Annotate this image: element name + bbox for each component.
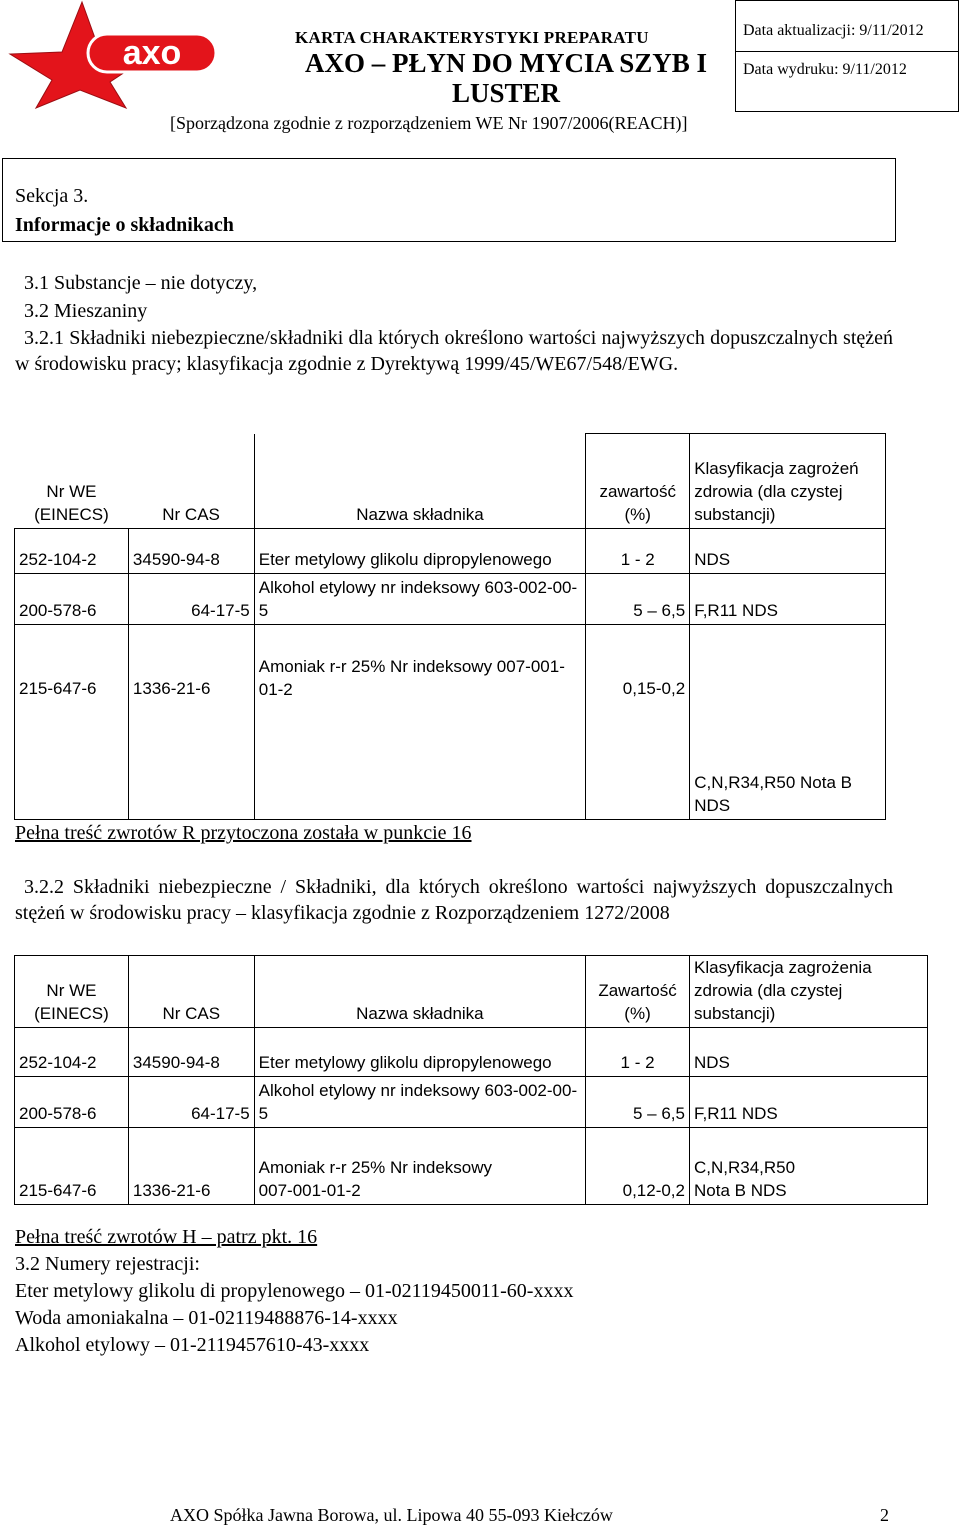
card-title: KARTA CHARAKTERYSTYKI PREPARATU	[295, 28, 649, 47]
cell-class: F,R11 NDS	[690, 1077, 928, 1128]
p-3-2: 3.2 Mieszaniny	[24, 300, 148, 322]
cell-content: 5 – 6,5	[586, 1077, 690, 1128]
cell-content: 0,15-0,2	[586, 624, 690, 819]
cell-content: 5 – 6,5	[586, 573, 690, 624]
cell-cas: 34590-94-8	[128, 1028, 254, 1077]
table-row	[15, 1028, 928, 1077]
product-name: AXO – PŁYN DO MYCIA SZYB I LUSTER	[304, 48, 708, 108]
registration-item: Woda amoniakalna – 01-02119488876-14-xxxx	[15, 1307, 398, 1329]
registration-item: Alkohol etylowy – 01-2119457610-43-xxxx	[15, 1334, 370, 1356]
cell-cas: 64-17-5	[128, 1077, 254, 1128]
registration-item: Eter metylowy glikolu di propylenowego – 01-02119450011-60-xxxx	[15, 1280, 574, 1302]
hdr-content: Zawartość (%)	[586, 956, 690, 1028]
note-r-phrases: Pełna treść zwrotów R przytoczona została w punkcie 16	[15, 822, 472, 844]
cell-cas: 1336-21-6	[128, 1128, 254, 1205]
components-table-2	[14, 955, 928, 1205]
cell-ec: 215-647-6	[15, 624, 129, 819]
cell-ec: 252-104-2	[15, 528, 129, 573]
update-date: Data aktualizacji: 9/11/2012	[743, 22, 924, 39]
print-date: Data wydruku: 9/11/2012	[743, 61, 907, 78]
cell-class: C,N,R34,R50 Nota B NDS	[690, 624, 886, 819]
p-3-1: 3.1 Substancje – nie dotyczy,	[24, 272, 258, 294]
cell-class: C,N,R34,R50 Nota B NDS	[690, 1128, 928, 1205]
hdr-name: Nazwa składnika	[254, 956, 585, 1028]
note-h-phrases: Pełna treść zwrotów H – patrz pkt. 16	[15, 1226, 318, 1248]
p-3-2-2: 3.2.2 Składniki niebezpieczne / Składniki, dla których określono wartości najwyższych dopuszczalnych stężeń w środowisku pracy – klasyfikacja zgodnie z Rozporządzeniem 1272/2008	[15, 876, 893, 924]
hdr-cas: Nr CAS	[128, 434, 254, 529]
registration-title: 3.2 Numery rejestracji:	[15, 1253, 200, 1275]
cell-ec: 200-578-6	[15, 1077, 129, 1128]
dates-cell	[735, 0, 959, 112]
cell-class: F,R11 NDS	[690, 573, 886, 624]
hdr-ec: Nr WE (EINECS)	[15, 956, 129, 1028]
cell-name: Alkohol etylowy nr indeksowy 603-002-00-5	[254, 573, 586, 624]
cell-content: 0,12-0,2	[586, 1128, 690, 1205]
hdr-name: Nazwa składnika	[254, 434, 586, 529]
cell-ec: 252-104-2	[15, 1028, 129, 1077]
hdr-cas: Nr CAS	[128, 956, 254, 1028]
cell-name: Eter metylowy glikolu dipropylenowego	[254, 528, 586, 573]
cell-content: 1 - 2	[586, 528, 690, 573]
cell-cas: 64-17-5	[128, 573, 254, 624]
cell-name: Eter metylowy glikolu dipropylenowego	[254, 1028, 585, 1077]
cell-ec: 215-647-6	[15, 1128, 129, 1205]
cell-name: Amoniak r-r 25% Nr indeksowy 007-001-01-2	[254, 624, 586, 819]
hdr-content: zawartość (%)	[586, 434, 690, 529]
logo-cell	[0, 0, 255, 110]
table-header-row	[15, 434, 886, 529]
cell-cas: 34590-94-8	[128, 528, 254, 573]
page-number: 2	[880, 1505, 889, 1525]
cell-class: NDS	[690, 528, 886, 573]
hdr-class: Klasyfikacja zagrożenia zdrowia (dla czystej substancji)	[690, 956, 928, 1028]
cell-name: Alkohol etylowy nr indeksowy 603-002-00-5	[254, 1077, 585, 1128]
hdr-ec: Nr WE (EINECS)	[15, 434, 129, 529]
table-header-row	[15, 956, 928, 1028]
table-row	[15, 624, 886, 819]
table-row	[15, 573, 886, 624]
section-number: Sekcja 3.	[15, 185, 89, 207]
footer-company: AXO Spółka Jawna Borowa, ul. Lipowa 40 55-093 Kiełczów	[170, 1505, 613, 1525]
p-3-2-1: 3.2.1 Składniki niebezpieczne/składniki dla których określono wartości najwyższych dopuszczalnych stężeń w środowisku pracy; klasyfikacja zgodnie z Dyrektywą 1999/45/WE67/548/EWG.	[15, 327, 893, 375]
cell-cas: 1336-21-6	[128, 624, 254, 819]
section-title: Informacje o składnikach	[15, 214, 234, 236]
hdr-class: Klasyfikacja zagrożeń zdrowia (dla czystej substancji)	[690, 434, 886, 529]
regulation-note: [Sporządzona zgodnie z rozporządzeniem WE Nr 1907/2006(REACH)]	[170, 113, 688, 133]
logo-text: axo	[122, 34, 182, 72]
table-row	[15, 1077, 928, 1128]
components-table-1	[14, 433, 886, 820]
cell-class: NDS	[690, 1028, 928, 1077]
cell-ec: 200-578-6	[15, 573, 129, 624]
cell-name: Amoniak r-r 25% Nr indeksowy 007-001-01-2	[254, 1128, 585, 1205]
cell-content: 1 - 2	[586, 1028, 690, 1077]
axo-logo	[0, 0, 250, 110]
table-row	[15, 1128, 928, 1205]
dates-divider	[736, 51, 958, 52]
table-row	[15, 528, 886, 573]
